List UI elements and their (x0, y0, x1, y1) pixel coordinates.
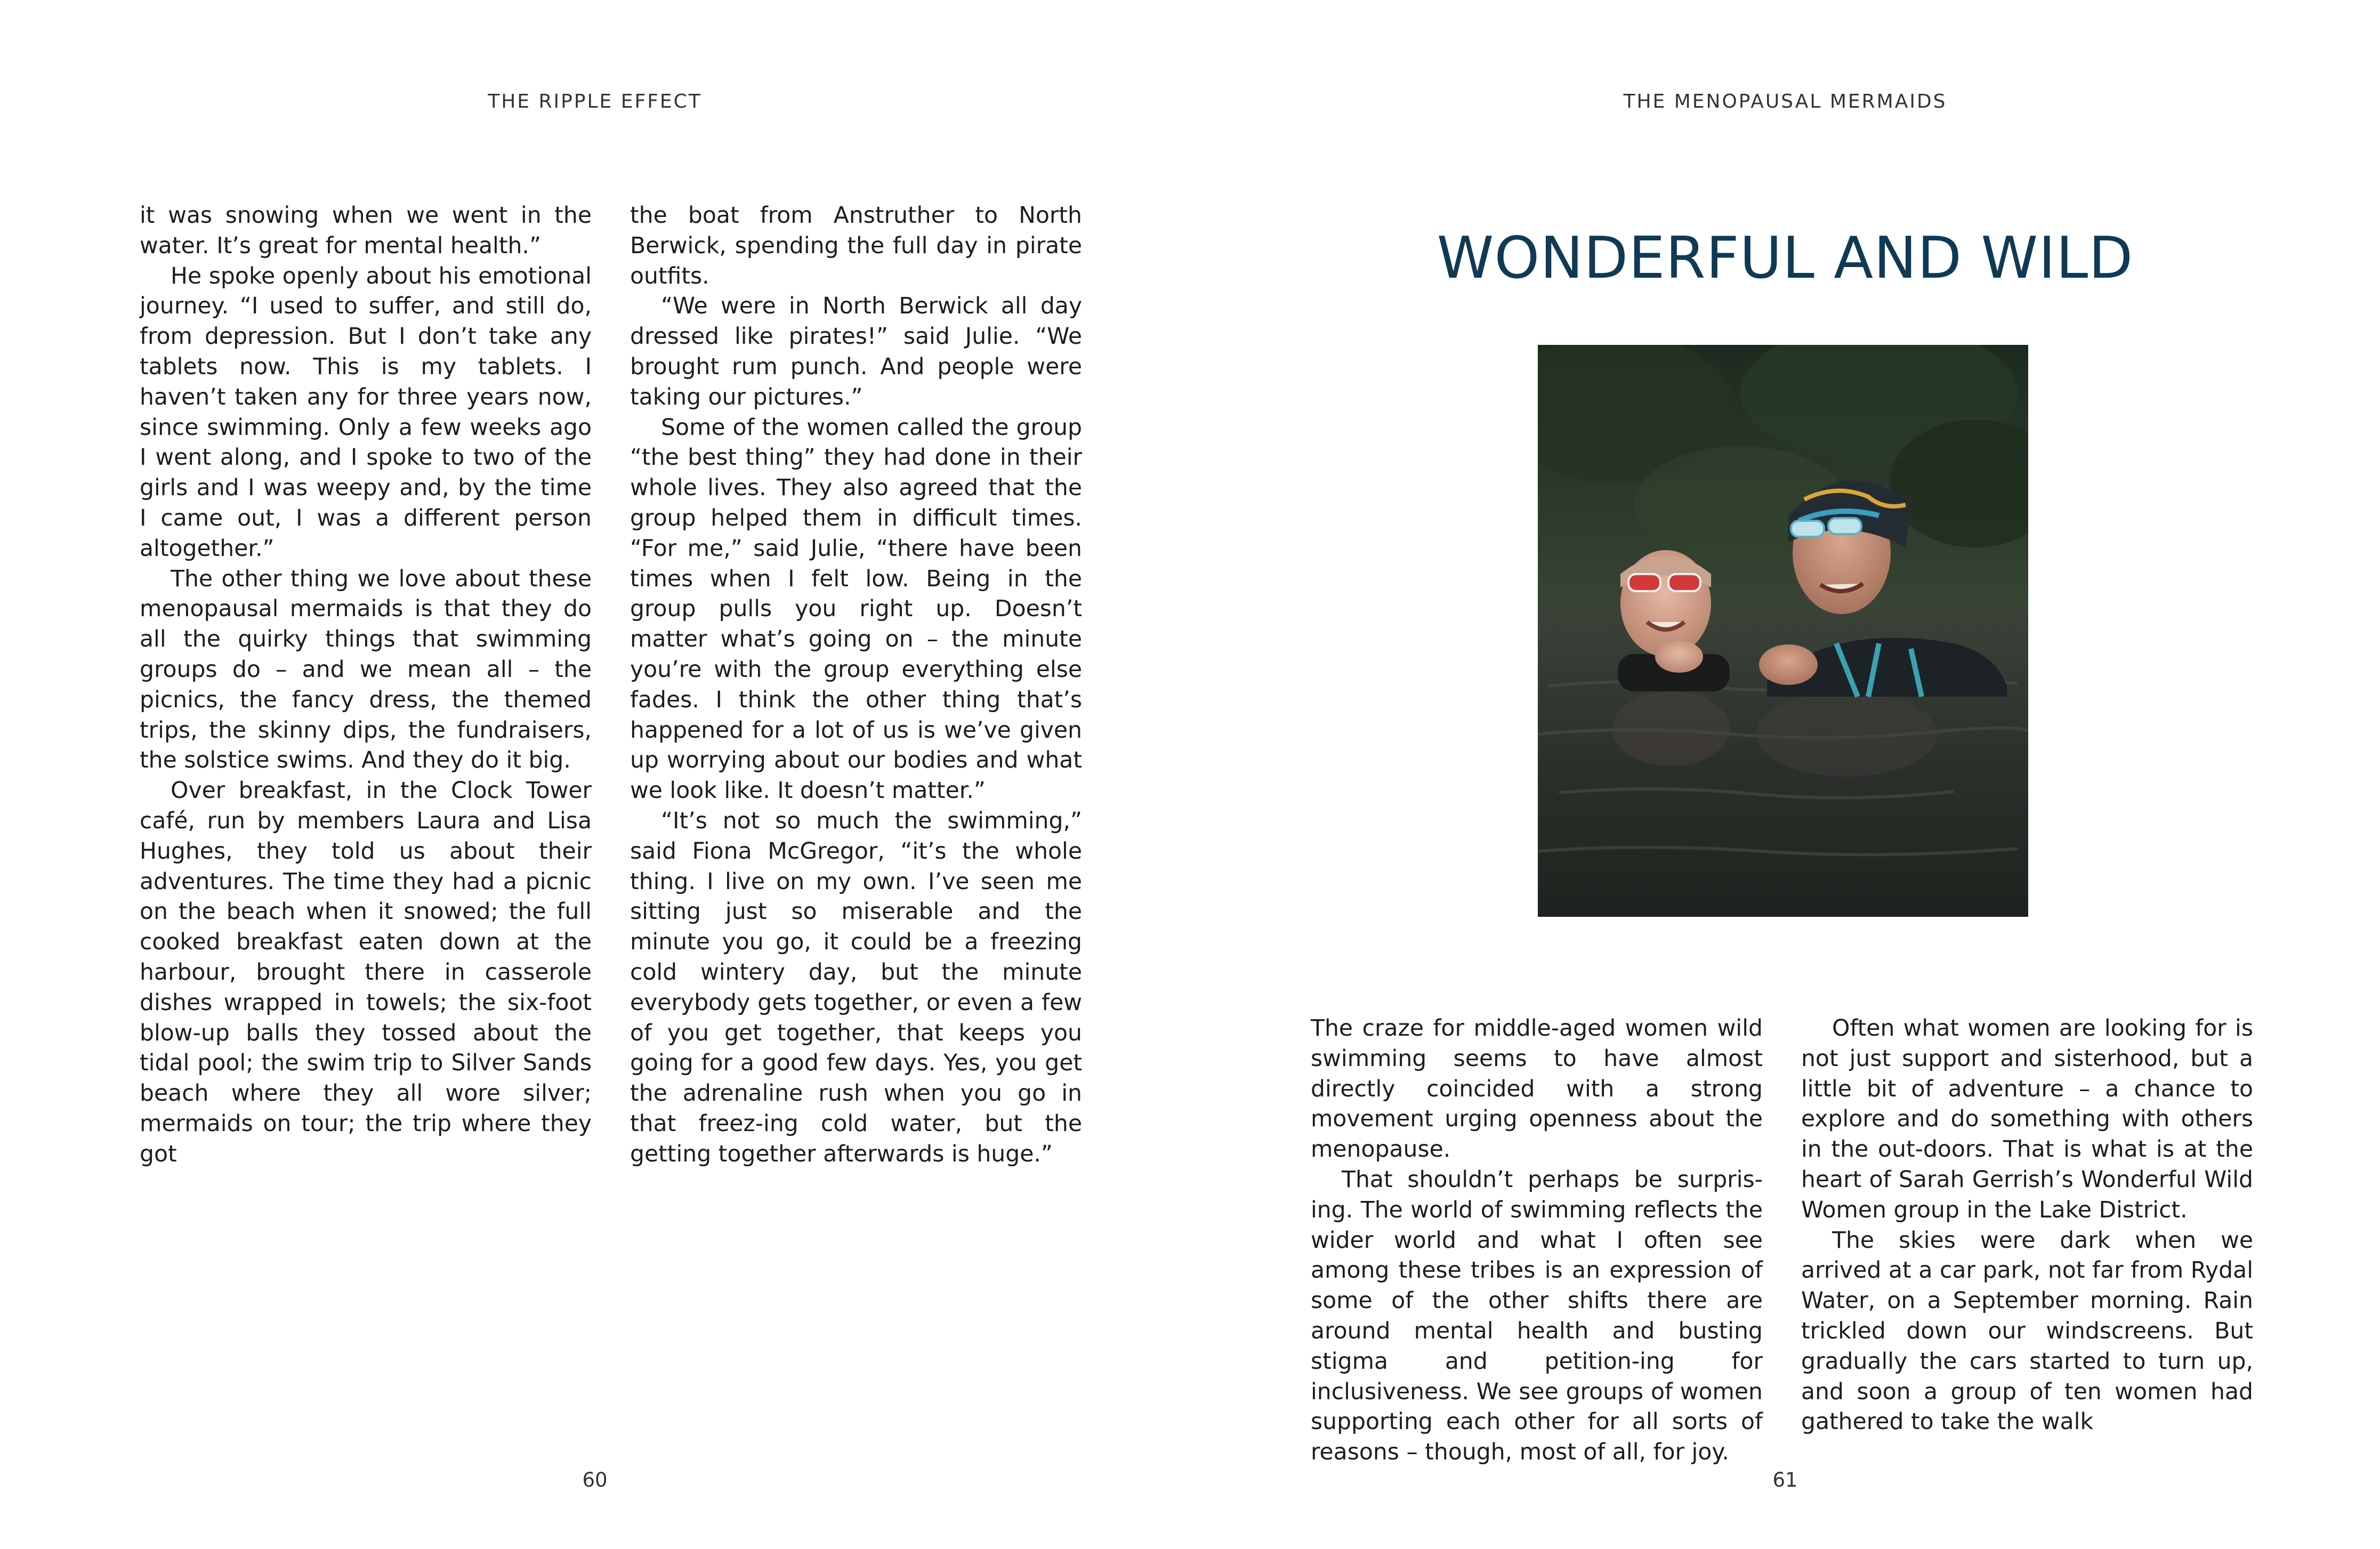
paragraph: “It’s not so much the swimming,” said Fiona McGregor, “it’s the whole thing. I live on my own. I’ve seen me sitting just so miserable and the minute you go, it could be a freezing cold wintery day, but the minute everybody gets together, or even a few of you get together, that keeps you going for a good few days. Yes, you get the adrenaline rush when you go in that freez-ing cold water, but the getting together afterwards is huge.” (630, 808, 1082, 1167)
paragraph: That shouldn’t perhaps be surpris-ing. The world of swimming reflects the wider world and what I often see among these tribes is an expression of some of the other shifts there are around mental health and busting stigma and petition-ing for inclusiveness. We see groups of women supporting each other for all sorts of reasons – though, most of all, for joy. (1311, 1166, 1763, 1466)
right-page (1190, 0, 2380, 1549)
left-column-2 (630, 201, 1082, 1170)
running-head-right: THE MENOPAUSAL MERMAIDS (1623, 91, 1947, 112)
paragraph: Often what women are looking for is not just support and sisterhood, but a little bit of adventure – a chance to explore and do something with others in the out-doors. That is what is at the heart of Sarah Gerrish’s Wonderful Wild Women group in the Lake District. (1801, 1015, 2253, 1223)
paragraph: the boat from Anstruther to North Berwick, spending the full day in pirate outfits. (630, 203, 1082, 289)
swimmers-photo (1538, 345, 2028, 917)
paragraph: The other thing we love about these menopausal mermaids is that they do all the quirky things that swimming groups do – and we mean all – the picnics, the fancy dress, the themed trips, the skinny dips, the fundraisers, the solstice swims. And they do it big. (140, 566, 592, 774)
left-column-1 (140, 201, 592, 1170)
paragraph: “We were in North Berwick all day dressed like pirates!” said Julie. “We brought rum punch. And people were taking our pictures.” (630, 293, 1082, 410)
paragraph: The craze for middle-aged women wild swimming seems to have almost directly coincided with a strong movement urging openness about the menopause. (1311, 1015, 1763, 1163)
page-number-right: 61 (1772, 1469, 1798, 1491)
running-head-left: THE RIPPLE EFFECT (488, 91, 702, 112)
chapter-title: WONDERFUL AND WILD (1437, 225, 2134, 292)
right-column-1 (1311, 1014, 1763, 1468)
paragraph: He spoke openly about his emotional journey. “I used to suffer, and still do, from depression. But I don’t take any tablets now. This is my tablets. I haven’t taken any for three years now, since swimming. Only a few weeks ago I went along, and I spoke to two of the girls and I was weepy and, by the time I came out, I was a different person altogether.” (140, 263, 592, 562)
paragraph: The skies were dark when we arrived at a car park, not far from Rydal Water, on a September morning. Rain trickled down our windscreens. But gradually the cars started to turn up, and soon a group of ten women had gathered to take the walk (1801, 1227, 2253, 1435)
page-number-left: 60 (582, 1469, 608, 1491)
paragraph: Over breakfast, in the Clock Tower café, run by members Laura and Lisa Hughes, they told us about their adventures. The time they had a picnic on the beach when it snowed; the full cooked breakfast eaten down at the harbour, brought there in casserole dishes wrapped in towels; the six-foot blow-up balls they tossed about the tidal pool; the swim trip to Silver Sands beach where they all wore silver; mermaids on tour; the trip where they got (140, 778, 592, 1167)
right-column-2 (1801, 1014, 2253, 1438)
paragraph: Some of the women called the group “the best thing” they had done in their whole lives. They also agreed that the group helped them in difficult times. “For me,” said Julie, “there have been times when I felt low. Being in the group pulls you right up. Doesn’t matter what’s going on – the minute you’re with the group everything else fades. I think the other thing that’s happened for a lot of us is we’ve given up worrying about our bodies and what we look like. It doesn’t matter.” (630, 414, 1082, 804)
photo-illustration (1538, 345, 2028, 917)
paragraph: it was snowing when we went in the water. It’s great for mental health.” (140, 203, 592, 259)
